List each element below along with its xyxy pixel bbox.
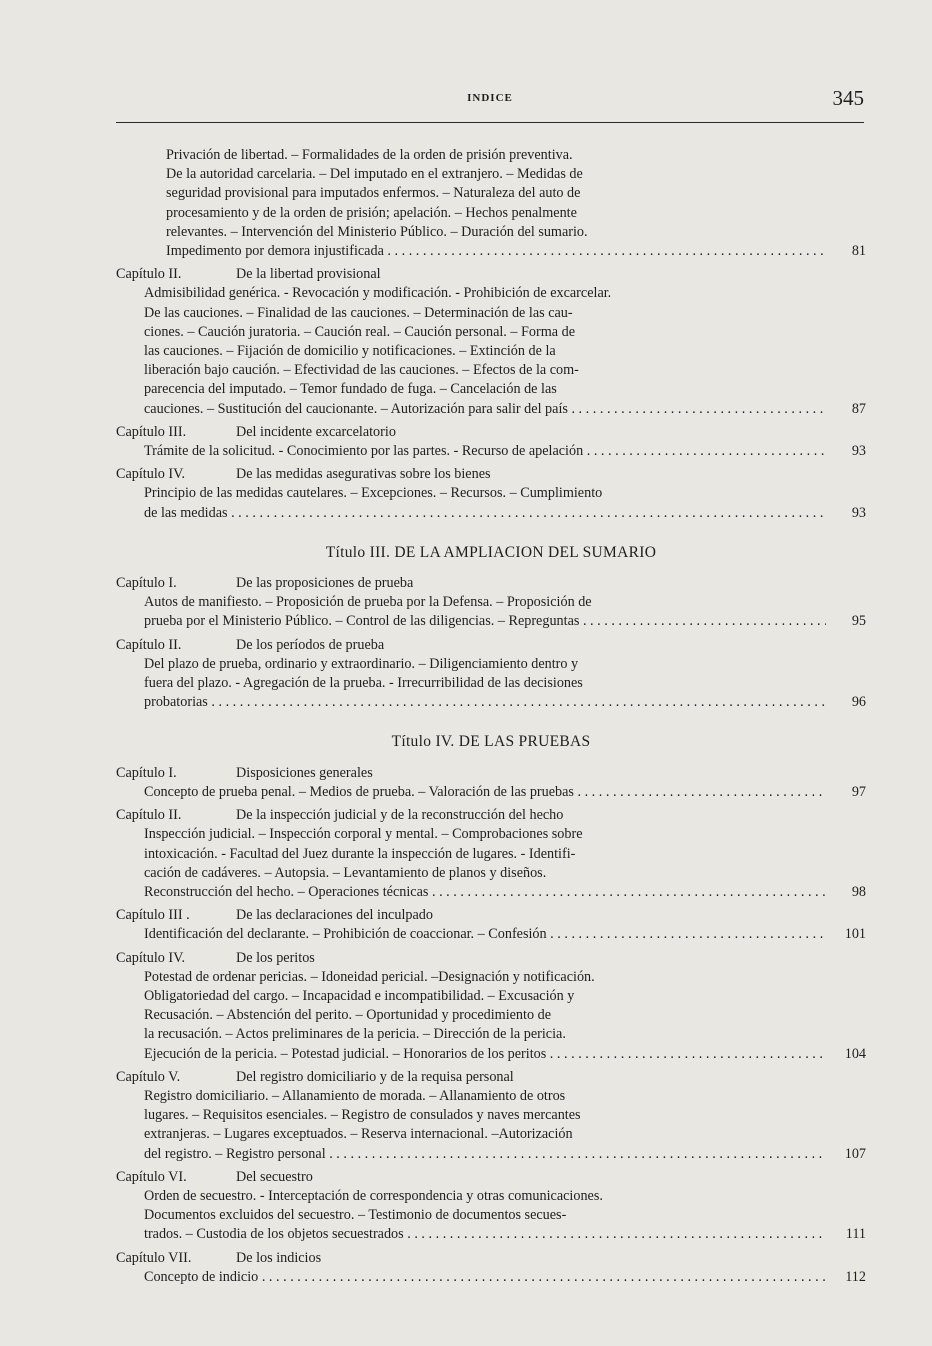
chapter-heading [116, 906, 866, 925]
chapter-label: Capítulo III. [116, 423, 187, 440]
entry-page-number: 101 [844, 926, 866, 943]
entry-line: Trámite de la solicitud. - Conocimiento por las partes. - Recurso de apelación . . . . . [144, 442, 826, 461]
part-title: Título IV. DE LAS PRUEBAS [391, 733, 591, 751]
chapter-title: Del secuestro [236, 1168, 313, 1185]
chapter-heading [116, 423, 866, 442]
chapter-heading [116, 1249, 866, 1268]
chapter-label: Capítulo IV. [116, 466, 186, 483]
table-of-contents [116, 146, 866, 1287]
chapter-block [116, 906, 866, 944]
entry-line: Concepto de indicio . . . [144, 1268, 826, 1287]
toc-entry [116, 593, 866, 631]
entry-line: Ejecución de la pericia. – Potestad judicial. – Honorarios de los peritos . . . . . . . [144, 1045, 826, 1064]
toc-entry [116, 284, 866, 418]
chapter-title: De las declaraciones del inculpado [236, 907, 433, 924]
chapter-block [116, 265, 866, 419]
toc-entry [116, 968, 866, 1064]
chapter-title: Del registro domiciliario y de la requisa personal [236, 1068, 514, 1085]
entry-line: la recusación. – Actos preliminares de la pericia. – Dirección de la pericia. [144, 1026, 566, 1043]
chapter-heading [116, 265, 866, 284]
chapter-list [116, 265, 866, 523]
toc-entry [116, 1187, 866, 1245]
entry-line: procesamiento y de la orden de prisión; apelación. – Hechos penalmente [166, 204, 577, 221]
entry-line: las cauciones. – Fijación de domicilio y notificaciones. – Extinción de la [144, 343, 556, 360]
toc-entry [116, 655, 866, 713]
toc-entry [116, 484, 866, 522]
entry-line: Impedimento por demora injustificada . . . [166, 242, 826, 261]
toc-entry [116, 925, 866, 944]
chapter-block [116, 465, 866, 523]
entry-page-number: 96 [851, 694, 866, 711]
entry-line: intoxicación. - Facultad del Juez durante la inspección de lugares. - Identifi- [144, 845, 576, 862]
toc-entry [116, 825, 866, 902]
chapter-label: Capítulo I. [116, 575, 177, 592]
chapter-title: De las medidas asegurativas sobre los bienes [236, 466, 491, 483]
entry-page-number: 93 [851, 443, 866, 460]
entry-line: parecencia del imputado. – Temor fundado de fuga. – Cancelación de las [144, 381, 557, 398]
entry-line: cación de cadáveres. – Autopsia. – Levantamiento de planos y diseños. [144, 864, 547, 881]
running-title: INDICE [467, 92, 513, 104]
chapter-heading [116, 465, 866, 484]
chapter-label: Capítulo II. [116, 807, 182, 824]
running-header [116, 86, 864, 123]
chapter-block [116, 574, 866, 632]
chapter-label: Capítulo V. [116, 1068, 181, 1085]
chapter-block [116, 1068, 866, 1164]
chapter-heading [116, 574, 866, 593]
entry-line: del registro. – Registro personal . . . [144, 1145, 826, 1164]
chapter-heading [116, 806, 866, 825]
entry-page-number: 112 [845, 1268, 866, 1285]
entry-page-number: 97 [851, 783, 866, 800]
toc-entry [116, 442, 866, 461]
entry-line: Inspección judicial. – Inspección corporal y mental. – Comprobaciones sobre [144, 826, 583, 843]
toc-entry [116, 1268, 866, 1287]
entry-page-number: 95 [851, 613, 866, 630]
entry-line: Potestad de ordenar pericias. – Idoneidad pericial. –Designación y notificación. [144, 968, 595, 985]
entry-page-number: 93 [851, 504, 866, 521]
entry-line: relevantes. – Intervención del Ministerio Público. – Duración del sumario. [166, 223, 588, 240]
entry-line: Del plazo de prueba, ordinario y extraordinario. – Diligenciamiento dentro y [144, 655, 579, 672]
entry-page-number: 81 [851, 243, 866, 260]
entry-line: de las medidas . . . [144, 504, 826, 523]
chapter-label: Capítulo IV. [116, 949, 186, 966]
entry-line: Documentos excluidos del secuestro. – Testimonio de documentos secues- [144, 1207, 567, 1224]
chapter-title: De los peritos [236, 949, 315, 966]
chapter-heading [116, 764, 866, 783]
chapter-title: De la libertad provisional [236, 266, 381, 283]
chapter-heading [116, 949, 866, 968]
chapter-title: De las proposiciones de prueba [236, 575, 414, 592]
entry-line: lugares. – Requisitos esenciales. – Registro de consulados y naves mercantes [144, 1107, 581, 1124]
entry-line: Autos de manifiesto. – Proposición de prueba por la Defensa. – Proposición de [144, 594, 592, 611]
entry-line: ciones. – Caución juratoria. – Caución real. – Caución personal. – Forma de [144, 323, 576, 340]
chapter-block [116, 764, 866, 802]
entry-line: Privación de libertad. – Formalidades de la orden de prisión preventiva. [166, 147, 573, 163]
chapter-title: De los indicios [236, 1249, 322, 1266]
entry-line: Obligatoriedad del cargo. – Incapacidad e incompatibilidad. – Excusación y [144, 987, 575, 1004]
part-title: Título III. DE LA AMPLIACION DEL SUMARIO [325, 543, 657, 561]
chapter-block [116, 636, 866, 713]
chapter-block [116, 1168, 866, 1245]
entry-line: De la autoridad carcelaria. – Del imputado en el extranjero. – Medidas de [166, 166, 583, 183]
chapter-label: Capítulo I. [116, 764, 177, 781]
entry-line: cauciones. – Sustitución del caucionante. – Autorización para salir del país . . . . . [144, 400, 826, 419]
toc-entry [116, 146, 866, 261]
chapter-block [116, 949, 866, 1064]
chapter-title: De los períodos de prueba [236, 636, 385, 653]
entry-line: Registro domiciliario. – Allanamiento de morada. – Allanamiento de otros [144, 1087, 566, 1104]
entry-line: Reconstrucción del hecho. – Operaciones técnicas . . . [144, 883, 826, 902]
chapter-block [116, 806, 866, 902]
chapter-label: Capítulo VII. [116, 1249, 192, 1266]
entry-line: fuera del plazo. - Agregación de la prueba. - Irrecurribilidad de las decisiones [144, 675, 583, 692]
chapter-heading [116, 636, 866, 655]
chapter-list [116, 764, 866, 1287]
entry-line: Concepto de prueba penal. – Medios de prueba. – Valoración de las pruebas . . . . . . [144, 783, 826, 802]
entry-line: liberación bajo caución. – Efectividad de las cauciones. – Efectos de la com- [144, 362, 579, 379]
entry-line: Orden de secuestro. - Interceptación de correspondencia y otras comunicaciones. [144, 1187, 603, 1204]
chapter-label: Capítulo VI. [116, 1168, 187, 1185]
entry-line: Principio de las medidas cautelares. – Excepciones. – Recursos. – Cumplimiento [144, 485, 603, 502]
chapter-title: De la inspección judicial y de la reconstrucción del hecho [236, 807, 564, 824]
toc-entry [116, 783, 866, 802]
chapter-list [116, 574, 866, 712]
entry-line: Admisibilidad genérica. - Revocación y modificación. - Prohibición de excarcelar. [144, 285, 612, 302]
chapter-label: Capítulo II. [116, 266, 182, 283]
entry-line: De las cauciones. – Finalidad de las cauciones. – Determinación de las cau- [144, 304, 573, 321]
entry-line: Identificación del declarante. – Prohibición de coaccionar. – Confesión . . . . . . . . . [144, 925, 826, 944]
entry-line: prueba por el Ministerio Público. – Control de las diligencias. – Repreguntas . . . . [144, 612, 826, 631]
entry-line: seguridad provisional para imputados enfermos. – Naturaleza del auto de [166, 185, 581, 202]
entry-page-number: 104 [844, 1045, 866, 1062]
entry-line: Recusación. – Abstención del perito. – Oportunidad y procedimiento de [144, 1007, 552, 1024]
entry-line: extranjeras. – Lugares exceptuados. – Reserva internacional. –Autorización [144, 1126, 573, 1143]
entry-page-number: 107 [844, 1145, 866, 1162]
chapter-block [116, 1249, 866, 1287]
chapter-label: Capítulo III . [116, 907, 190, 924]
chapter-label: Capítulo II. [116, 636, 182, 653]
chapter-heading [116, 1068, 866, 1087]
entry-page-number: 98 [851, 883, 866, 900]
page-number: 345 [832, 86, 864, 110]
chapter-block [116, 423, 866, 461]
entry-line: trados. – Custodia de los objetos secuestrados . . . [144, 1225, 826, 1244]
chapter-title: Del incidente excarcelatorio [236, 423, 396, 440]
chapter-heading [116, 1168, 866, 1187]
entry-page-number: 87 [851, 400, 866, 417]
entry-page-number: 111 [845, 1226, 866, 1243]
chapter-title: Disposiciones generales [236, 764, 373, 781]
toc-entry [116, 1087, 866, 1164]
entry-line: probatorias . . . [144, 693, 826, 712]
